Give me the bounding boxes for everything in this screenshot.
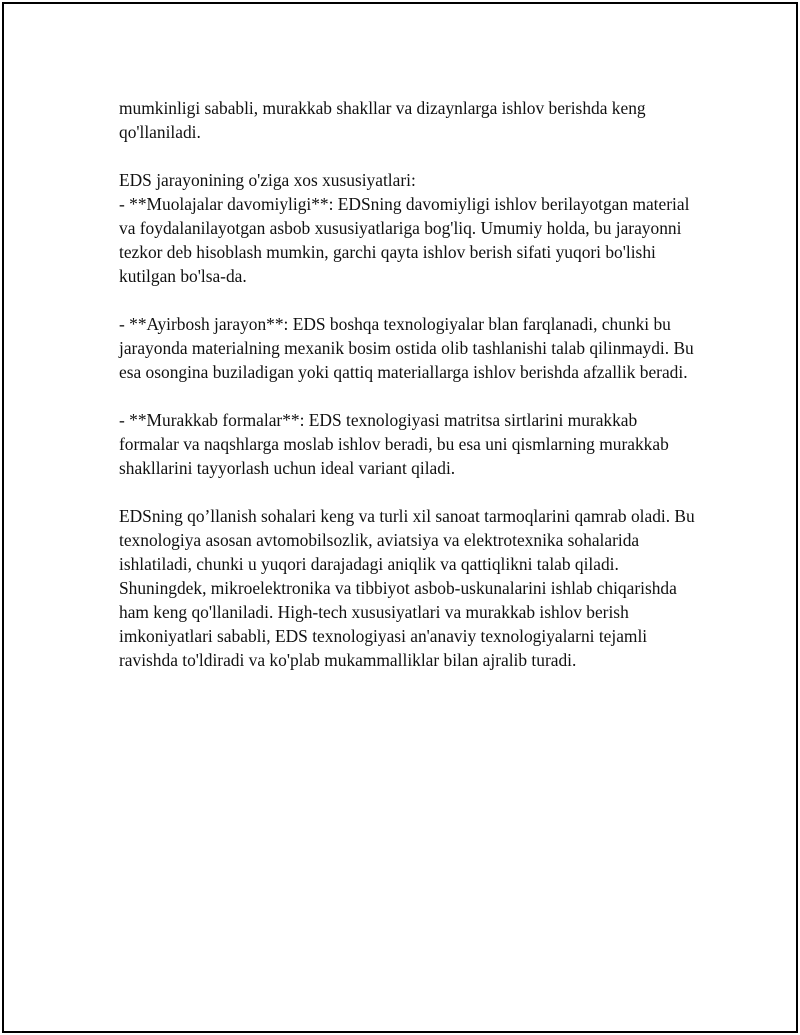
feature-item-complex-forms: - **Murakkab formalar**: EDS texnologiyasi matritsa sirtlarini murakkab formalar va naqshlarga moslab ishlov beradi, bu esa uni qismlarning murakkab shakllarini tayyorlash uchun ideal variant qiladi. xyxy=(119,410,669,478)
paragraph-applications: EDSning qo’llanish sohalari keng va turli xil sanoat tarmoqlarini qamrab oladi. Bu texnologiya asosan avtomobilsozlik, aviatsiya va elektrotexnika sohalarida ishlatiladi, chunki u yuqori darajadagi aniqlik va qattiqlikni talab qiladi. Shuningdek, mikroelektronika va tibbiyot asbob-uskunalarini ishlab chiqarishda ham keng qo'llaniladi. High-tech xususiyatlari va murakkab ishlov berish imkoniyatlari sababli, EDS texnologiyasi an'anaviy texnologiyalarni tejamli ravishda to'ldiradi va ko'plab mukammalliklar bilan ajralib turadi. xyxy=(119,506,695,670)
paragraph-intro-continuation: mumkinligi sababli, murakkab shakllar va dizaynlarga ishlov berishda keng qo'llaniladi. xyxy=(119,98,646,142)
feature-item-process: - **Ayirbosh jarayon**: EDS boshqa texnologiyalar blan farqlanadi, chunki bu jarayonda materialning mexanik bosim ostida olib tashlanishi talab qilinmaydi. Bu esa osongina buziladigan yoki qattiq materiallarga ishlov berishda afzallik beradi. xyxy=(119,314,694,382)
features-heading: EDS jarayonining o'ziga xos xususiyatlari: xyxy=(119,170,416,190)
document-body xyxy=(119,96,699,696)
feature-item-duration: - **Muolajalar davomiyligi**: EDSning davomiyligi ishlov berilayotgan material va foydalanilayotgan asbob xususiyatlariga bog'liq. Umumiy holda, bu jarayonni tezkor deb hisoblash mumkin, garchi qayta ishlov berish sifati yuqori bo'lishi kutilgan bo'lsa-da. xyxy=(119,194,690,286)
document-page xyxy=(2,2,798,1033)
